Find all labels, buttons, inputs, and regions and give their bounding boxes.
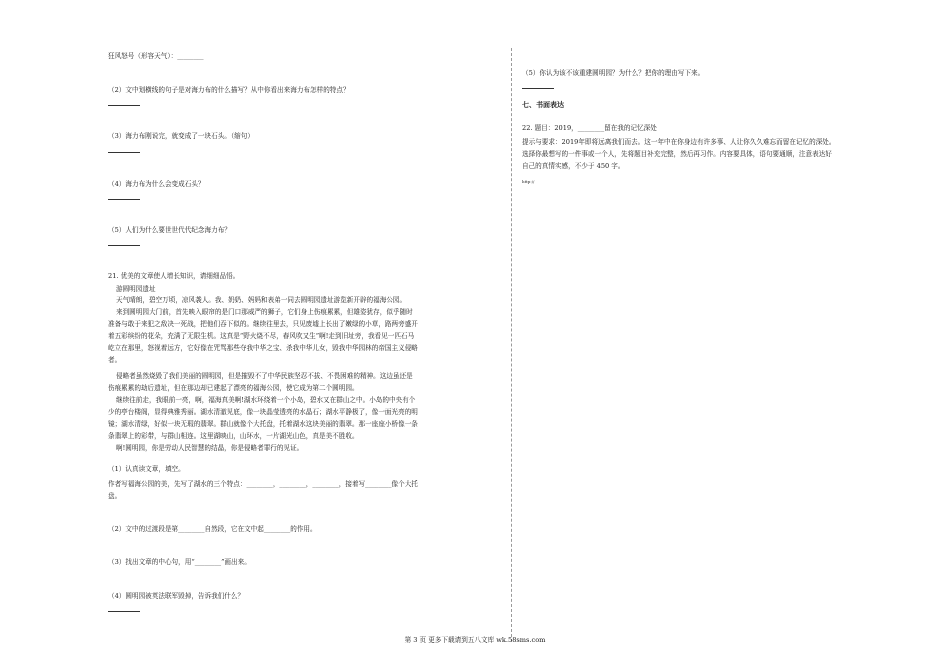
passage-p3: 侵略者虽然烧毁了我们美丽的圆明园，但是摧毁不了中华民族坚忍不拔、不畏困难的精神。这边虽还是 xyxy=(116,372,413,380)
answer-line xyxy=(108,199,140,200)
idiom-fill-line: 狂风怒号（形容天气）：________ xyxy=(108,52,204,60)
passage-p5: 啊!圆明园，你是劳动人民智慧的结晶，你是侵略者罪行的见证。 xyxy=(116,444,304,452)
passage-p4: 少的亭台楼阁，显得典雅秀丽。湖水清澈见底，像一块晶莹透亮的水晶石；湖水平静极了，像一面光亮的明 xyxy=(108,408,418,416)
column-divider xyxy=(511,48,512,642)
question-3: （3）海力布刚说完，就变成了一块石头。（缩句） xyxy=(108,132,254,140)
passage-p2: 着五彩缤纷的花朵，充满了无限生机。这真是“野火烧不尽，春风吹又生”啊!走到旧址旁，我看见一匹石马 xyxy=(108,332,415,340)
tiny-url-text: http:// xyxy=(522,179,535,184)
answer-line xyxy=(108,611,140,612)
answer-line xyxy=(108,105,140,106)
answer-line xyxy=(108,152,140,153)
sub-question-3: （3）找出文章的中心句，用“________”画出来。 xyxy=(108,558,251,566)
sub-question-1-fill: 作者写福海公园的美，先写了湖水的三个特点：________，________，________，接着写________像个大托 xyxy=(108,480,418,488)
sub-question-1: （1）认真读文章，填空。 xyxy=(108,465,185,473)
question-5: （5）人们为什么要世世代代纪念海力布？ xyxy=(108,226,231,234)
passage-p4: 继续往前走，我眼前一亮，啊，福海真美啊!湖水环绕着一个小岛，碧水又在群山之中。小岛的中央有个 xyxy=(116,396,416,404)
answer-line xyxy=(522,88,554,89)
writing-requirements: 自己的真情实感，不少于 450 字。 xyxy=(522,162,625,170)
question-5-right: （5）你认为该不该重建圆明园？为什么？把你的理由写下来。 xyxy=(522,69,705,77)
passage-p2: 者。 xyxy=(108,356,122,364)
passage-title: 游圆明园遗址 xyxy=(116,285,156,293)
passage-p3: 伤痕累累的劫后遗址，但在那边却已建起了漂亮的福海公园，使它成为第二个圆明园。 xyxy=(108,384,359,392)
question-4: （4）海力布为什么会变成石头？ xyxy=(108,180,205,188)
answer-line xyxy=(108,245,140,246)
question-2: （2）文中划横线的句子是对海力布的什么描写？从中你看出来海力布怎样的特点？ xyxy=(108,86,350,94)
sub-question-1-fill: 盘。 xyxy=(108,492,122,500)
section-heading: 七、书面表达 xyxy=(522,101,564,109)
question-22: 22. 题目：2019，________留在我的记忆深处 xyxy=(522,124,657,132)
page-footer: 第 3 页 更多下载请到五八文库 wk.58sms.com xyxy=(404,636,546,644)
sub-question-4: （4）圆明园被英法联军毁掉，告诉我们什么？ xyxy=(108,592,245,600)
passage-p2: 屹立在那里，怒视着远方，它好像在咒骂那些夺我中华之宝、杀我中华儿女，毁我中华园林的帝国主义侵略 xyxy=(108,344,418,352)
passage-p1: 天气晴朗，碧空万顷，凉风袭人。我、奶奶、妈妈和表弟一同去圆明园遗址游览新开辟的福海公园。 xyxy=(116,296,407,304)
passage-p2: 准备与敢于来犯之敌决一死战，把他们吞下似的。继续往里去，只见废墟上长出了嫩绿的小草，路两旁盛开 xyxy=(108,320,418,328)
writing-requirements: 选择你最想写的一件事或一个人，先将题目补充完整，然后再习作。内容要具体，语句要通顺，注意表达好 xyxy=(522,150,832,158)
question-21: 21. 优美的文章使人增长知识，请细细品悟。 xyxy=(108,272,240,280)
sub-question-2: （2）文中的过渡段是第________自然段，它在文中起________的作用。 xyxy=(108,525,317,533)
passage-p2: 来到圆明园大门前，首先映入眼帘的是门口那威严的狮子，它们身上伤痕累累，但雄姿犹存，似乎随时 xyxy=(116,308,413,316)
writing-requirements: 提示与要求：2019年即将远离我们而去。这一年中在你身边有许多事、人让你久久难忘而留在记忆的深处。 xyxy=(522,138,836,146)
passage-p4: 镜；湖水清绿，好似一块无瑕的翡翠。群山就像个大托盘，托着湖水这块美丽的翡翠。那一座座小桥像一条 xyxy=(108,420,418,428)
passage-p4: 条翡翠上的彩带，与群山相连。这里湖映山，山环水，一片湖光山色，真是美不胜收。 xyxy=(108,432,359,440)
